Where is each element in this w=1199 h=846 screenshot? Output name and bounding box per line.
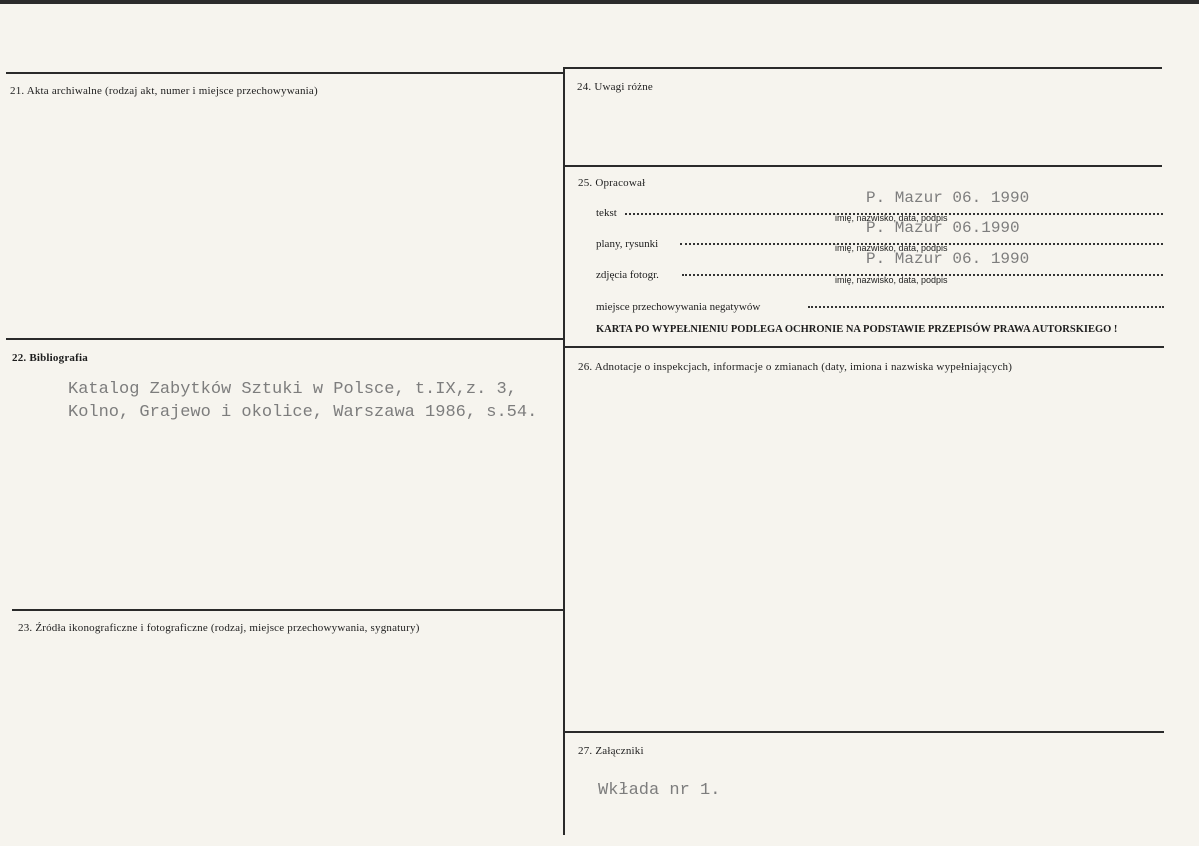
rule-top-left xyxy=(6,72,564,74)
sublabel-zdjecia: imię, nazwisko, data, podpis xyxy=(835,275,948,285)
section-24-title: Uwagi różne xyxy=(594,81,654,93)
section-25-number: 25. xyxy=(578,177,593,189)
section-21-heading xyxy=(10,85,318,97)
bibliography-line-2: Kolno, Grajewo i okolice, Warszawa 1986, s.54. xyxy=(68,403,538,422)
rule-25-26 xyxy=(564,346,1164,348)
bibliography-line-1: Katalog Zabytków Sztuki w Polsce, t.IX,z. 3, xyxy=(68,380,517,399)
rule-top-right xyxy=(564,67,1162,69)
section-21-hint: (rodzaj akt, numer i miejsce przechowywania) xyxy=(105,85,318,97)
section-27-title: Załączniki xyxy=(595,745,644,757)
field-label-plany: plany, rysunki xyxy=(596,238,659,250)
section-22-heading xyxy=(12,352,88,364)
copyright-notice: KARTA PO WYPEŁNIENIU PODLEGA OCHRONIE NA PODSTAWIE PRZEPISÓW PRAWA AUTORSKIEGO ! xyxy=(596,324,1118,335)
section-24-number: 24. xyxy=(577,81,592,93)
section-23-heading xyxy=(18,622,420,634)
typed-plany: P. Mazur 06.1990 xyxy=(866,219,1020,237)
section-23-number: 23. xyxy=(18,622,33,634)
section-27-number: 27. xyxy=(578,745,593,757)
section-27-heading xyxy=(578,745,644,757)
attachments-typed: Wkłada nr 1. xyxy=(598,781,721,800)
field-label-zdjecia: zdjęcia fotogr. xyxy=(596,269,659,281)
section-26-title: Adnotacje o inspekcjach, informacje o zmianach xyxy=(594,361,819,373)
rule-22-23 xyxy=(12,609,564,611)
section-23-hint: (rodzaj, miejsce przechowywania, sygnatury) xyxy=(210,622,420,634)
section-26-hint: (daty, imiona i nazwiska wypełniających) xyxy=(821,361,1013,373)
section-23-title: Źródła ikonograficzne i fotograficzne xyxy=(35,622,208,634)
section-25-heading xyxy=(578,177,645,189)
dotted-line-negatywy xyxy=(808,306,1164,308)
rule-21-22 xyxy=(6,338,564,340)
section-24-heading xyxy=(577,81,653,93)
typed-tekst: P. Mazur 06. 1990 xyxy=(866,189,1030,207)
section-22-number: 22. xyxy=(12,352,27,364)
typed-zdjecia: P. Mazur 06. 1990 xyxy=(866,250,1030,268)
field-label-negatywy: miejsce przechowywania negatywów xyxy=(596,301,761,313)
section-21-number: 21. xyxy=(10,85,25,97)
scan-top-edge xyxy=(0,0,1199,4)
rule-center-vertical xyxy=(563,67,565,835)
section-26-number: 26. xyxy=(578,361,593,373)
sublabel-plany: imię, nazwisko, data, podpis xyxy=(835,243,948,253)
section-25-title: Opracował xyxy=(595,177,646,189)
sublabel-tekst: imię, nazwisko, data, podpis xyxy=(835,213,948,223)
field-label-tekst: tekst xyxy=(596,207,617,219)
section-22-title: Bibliografia xyxy=(29,352,88,364)
section-21-title: Akta archiwalne xyxy=(26,85,103,97)
rule-24-25 xyxy=(564,165,1162,167)
section-26-heading xyxy=(578,361,1012,373)
rule-26-27 xyxy=(564,731,1164,733)
